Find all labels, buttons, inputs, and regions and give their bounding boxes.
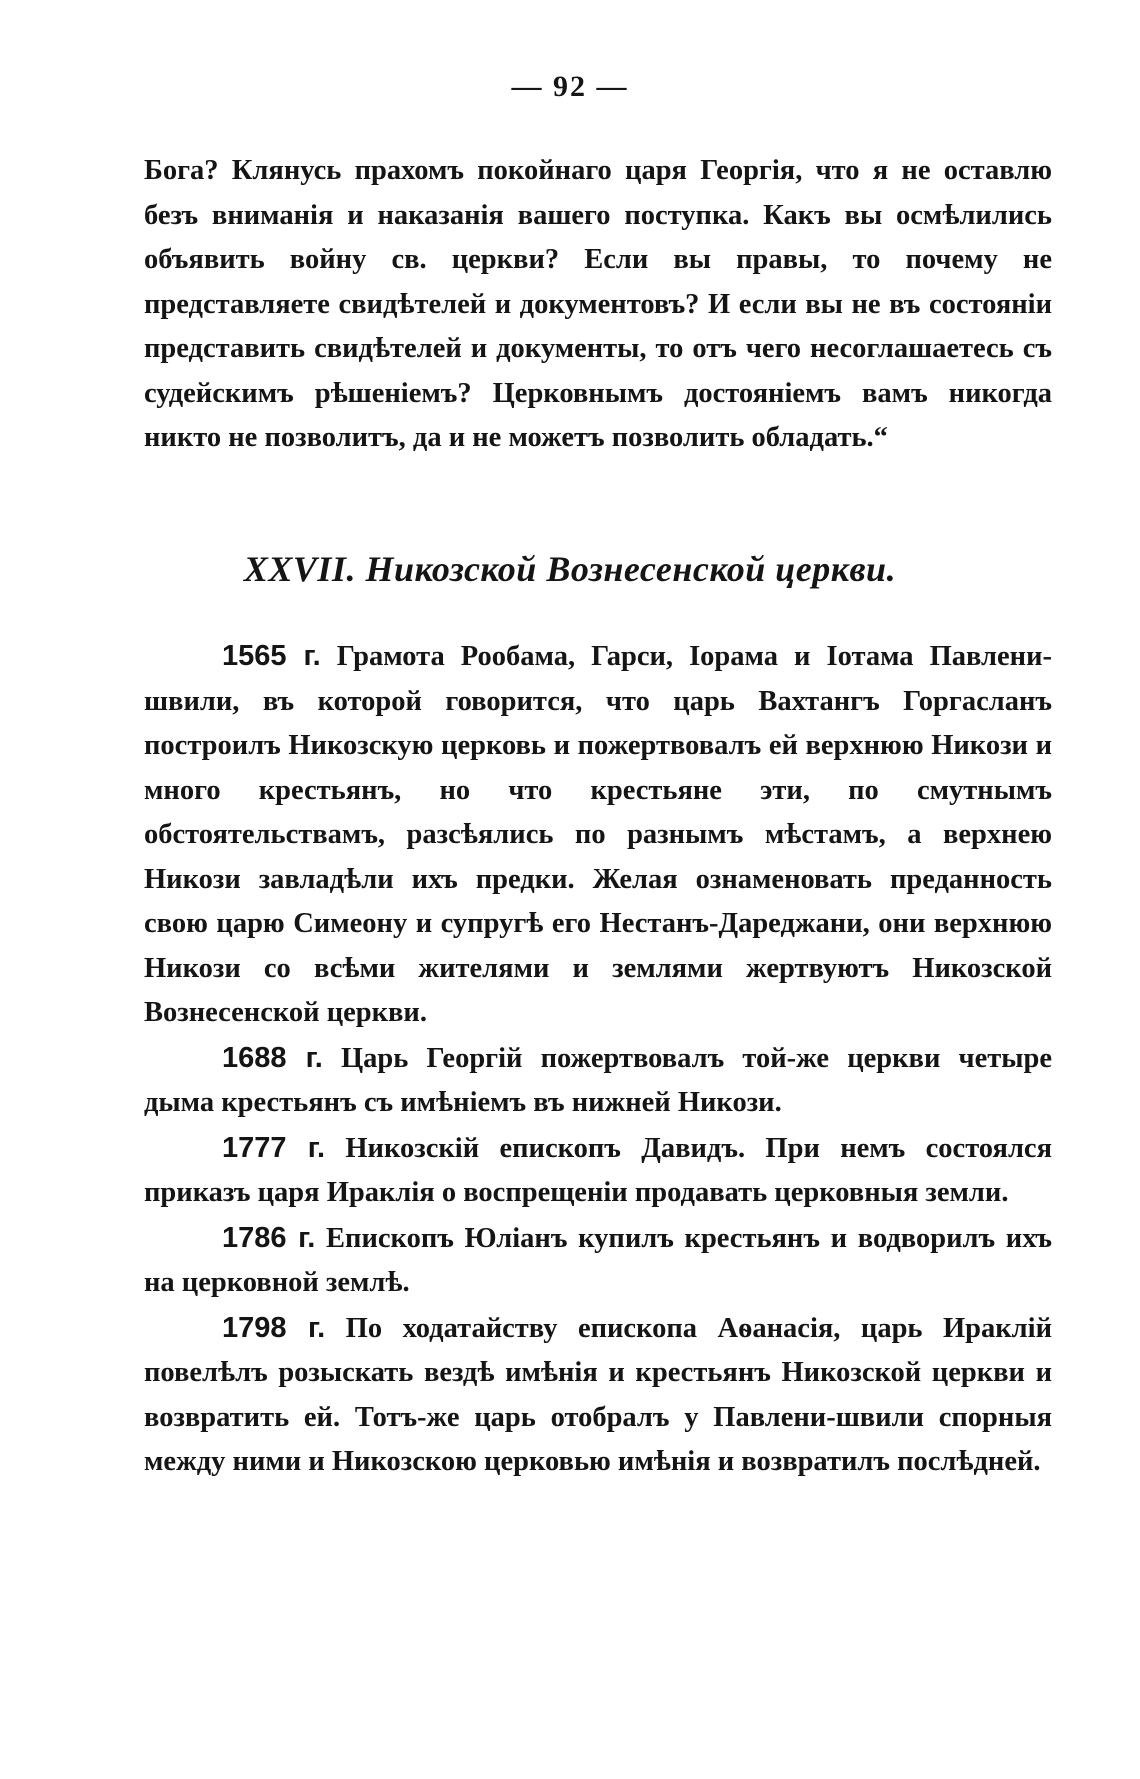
entry-text: Грамота Рообама, Гарси, Іорама и Іотама Павлени-швили, въ которой говорится, что царь Вахтангъ Горгасланъ построилъ Никозскую церковь и пожертвовалъ ей верхнюю Никози и много крестьянъ, но что крестьяне эти, по смутнымъ обстоятельствамъ, разсѣялись по разнымъ мѣстамъ, а верхнею Никози завладѣли ихъ предки. Желая ознаменовать преданность свою царю Симеону и супругѣ его Нестанъ-Дареджани, они верхнюю Никози со всѣми жителями и землями жертвуютъ Никозской Вознесенской церкви. (144, 641, 1052, 1028)
entry-text: Никозскій епископъ Давидъ. При немъ состоялся приказъ царя Ираклія о воспрещеніи продавать церковныя земли. (144, 1132, 1052, 1208)
entry-year-suffix: г. (286, 1221, 316, 1254)
entry-1565 (144, 634, 1052, 1036)
entry-year-suffix: г. (286, 640, 321, 672)
entry-year: 1565 (222, 640, 287, 672)
entry-year-suffix: г. (286, 1311, 326, 1344)
entry-year: 1786 (222, 1221, 287, 1254)
page-number: — 92 — (511, 70, 629, 103)
entry-year-suffix: г. (286, 1131, 326, 1164)
entry-1786 (144, 1216, 1052, 1306)
entry-year: 1777 (222, 1131, 287, 1164)
entry-1798 (144, 1306, 1052, 1485)
entry-text: Епископъ Юліанъ купилъ крестьянъ и водворилъ ихъ на церковной землѣ. (144, 1222, 1052, 1298)
entry-1777 (144, 1126, 1052, 1216)
entry-text: Царь Георгій пожертвовалъ той-же церкви четыре дыма крестьянъ съ имѣніемъ въ нижней Никози. (144, 1042, 1052, 1118)
entry-year: 1798 (222, 1311, 287, 1344)
section-heading: XXVII. Никозской Вознесенской церкви. (243, 549, 897, 589)
intro-paragraph (144, 149, 1052, 461)
chronology-entries (144, 634, 1052, 1485)
intro-text: Бога? Клянусь прахомъ покойнаго царя Георгія, что я не оставлю безъ вниманія и наказанія вашего поступка. Какъ вы осмѣлились объявить войну св. церкви? Если вы правы, то почему не представляете свидѣтелей и документовъ? И если вы не въ состояніи представить свидѣтелей и документы, то отъ чего несоглашаетесь съ судейскимъ рѣшеніемъ? Церковнымъ достояніемъ вамъ никогда никто не позволитъ, да и не можетъ позволить обладать.“ (144, 155, 1052, 453)
entry-1688 (144, 1036, 1052, 1126)
entry-year: 1688 (222, 1041, 287, 1074)
entry-text: По ходатайству епископа Аѳанасія, царь Ираклій повелѣлъ розыскать вездѣ имѣнія и крестьянъ Никозской церкви и возвратить ей. Тотъ-же царь отобралъ у Павлени-швили спорныя между ними и Никозскою церковью имѣнія и возвратилъ послѣдней. (144, 1312, 1053, 1477)
entry-year-suffix: г. (286, 1041, 323, 1074)
